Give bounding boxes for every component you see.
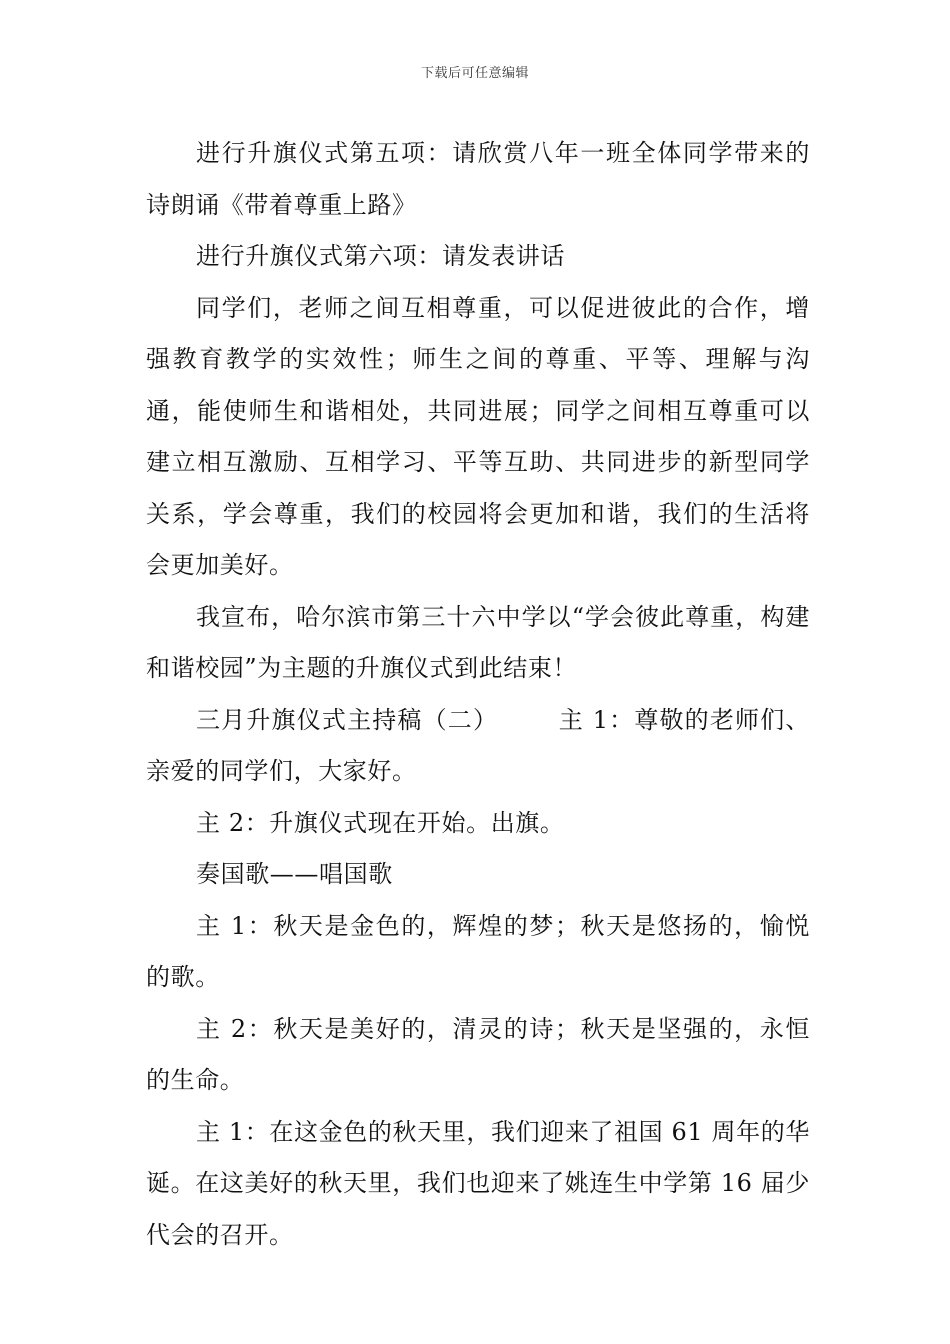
paragraph: 同学们，老师之间互相尊重，可以促进彼此的合作，增强教育教学的实效性；师生之间的尊重、平等、理解与沟通，能使师生和谐相处，共同进展；同学之间相互尊重可以建立相互激励、互相学习、平等互助、共同进步的新型同学关系，学会尊重，我们的校园将会更加和谐，我们的生活将会更加美好。 — [146, 293, 810, 579]
paragraph: 进行升旗仪式第六项：请发表讲话 — [196, 242, 565, 270]
paragraph-section-title — [146, 695, 810, 798]
paragraph: 我宣布，哈尔滨市第三十六中学以“学会彼此尊重，构建和谐校园”为主题的升旗仪式到此结束！ — [146, 602, 810, 682]
paragraph: 主 1：在这金色的秋天里，我们迎来了祖国 61 周年的华诞。在这美好的秋天里，我们也迎来了姚连生中学第 16 届少代会的召开。 — [146, 1117, 810, 1249]
page-header: 下载后可任意编辑 — [420, 66, 529, 81]
paragraph: 奏国歌——唱国歌 — [196, 860, 393, 888]
document-body — [146, 128, 810, 1261]
section-title: 三月升旗仪式主持稿（二） — [196, 705, 499, 734]
section-opening-line: 主 1：尊敬的老师们、亲爱的同学们，大家好。 — [146, 705, 810, 785]
paragraph: 主 2：升旗仪式现在开始。出旗。 — [196, 808, 565, 837]
paragraph: 主 2：秋天是美好的，清灵的诗；秋天是坚强的，永恒的生命。 — [146, 1014, 810, 1094]
paragraph: 进行升旗仪式第五项：请欣赏八年一班全体同学带来的诗朗诵《带着尊重上路》 — [146, 139, 810, 219]
paragraph: 主 1：秋天是金色的，辉煌的梦；秋天是悠扬的，愉悦的歌。 — [146, 911, 810, 991]
